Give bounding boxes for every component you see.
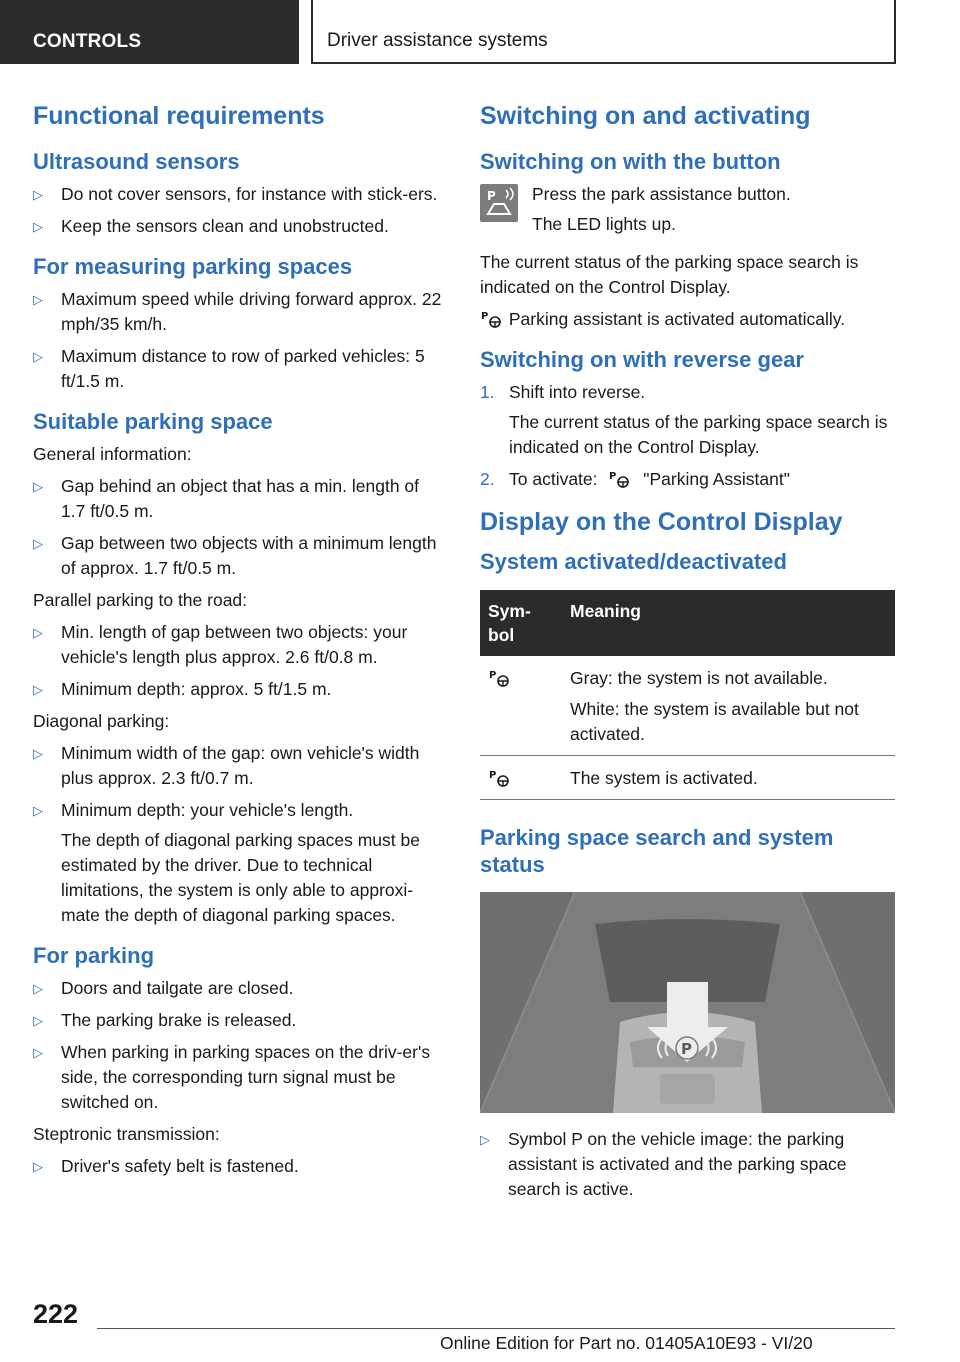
parallel-list [33, 620, 447, 702]
triangle-bullet-icon: ▷ [33, 1045, 43, 1060]
list-item: ▷ Keep the sensors clean and unobstructed. [33, 214, 447, 239]
list-item: ▷ Min. length of gap between two objects: your vehicle's length plus approx. 2.6 ft/0.8 m. [33, 622, 408, 667]
svg-text:P: P [609, 471, 617, 482]
triangle-bullet-icon: ▷ [33, 349, 43, 364]
button-heading: Switching on with the button [480, 149, 781, 174]
parallel-label: Parallel parking to the road: [33, 590, 248, 610]
triangle-bullet-icon: ▷ [33, 746, 43, 761]
button-led-text: The LED lights up. [532, 214, 676, 234]
list-item: 2. To activate: P "Parking Assistant" [480, 467, 895, 492]
header-chapter-tab [311, 0, 896, 64]
ultrasound-list [33, 182, 447, 239]
ultrasound-heading: Ultrasound sensors [33, 149, 240, 174]
reverse-steps [480, 380, 895, 492]
measuring-list [33, 287, 447, 394]
triangle-bullet-icon: ▷ [33, 625, 43, 640]
for-parking-heading: For parking [33, 943, 155, 968]
reverse-heading: Switching on with reverse gear [480, 347, 804, 372]
svg-text:P: P [487, 189, 496, 203]
triangle-bullet-icon: ▷ [33, 536, 43, 551]
search-list [480, 1127, 895, 1202]
svg-text:P: P [681, 1040, 692, 1058]
list-item: ▷ When parking in parking spaces on the driv‐er's side, the corresponding turn signal must be switched on. [33, 1042, 431, 1112]
parking-assistant-icon [480, 309, 504, 329]
header-section-tab [0, 0, 299, 64]
col-meaning: Meaning [562, 590, 895, 656]
svg-text:P: P [489, 770, 497, 781]
triangle-bullet-icon: ▷ [33, 1159, 43, 1174]
general-list [33, 474, 447, 581]
footer-edition: Online Edition for Part no. 01405A10E93 - VI/20 [440, 1333, 813, 1353]
header-section-label: CONTROLS [33, 31, 142, 52]
left-column [33, 100, 447, 1186]
parking-assistant-active-icon [488, 768, 512, 788]
parking-search-image [480, 892, 895, 1113]
steptronic-label: Steptronic transmission: [33, 1124, 220, 1144]
step-number: 1. [480, 382, 495, 402]
triangle-bullet-icon: ▷ [33, 292, 43, 307]
parking-assistant-icon [488, 668, 512, 688]
list-item: ▷ Doors and tailgate are closed. [33, 976, 447, 1001]
list-item: ▷ Maximum distance to row of parked vehicles: 5 ft/1.5 m. [33, 346, 425, 391]
footer-divider [97, 1328, 895, 1329]
list-item: ▷ Gap behind an object that has a min. length of 1.7 ft/0.5 m. [33, 476, 420, 521]
header-chapter-label: Driver assistance systems [327, 30, 548, 51]
auto-activate-text: P Parking assistant is activated automatically. [481, 309, 846, 329]
measuring-heading: For measuring parking spaces [33, 254, 353, 279]
search-heading: Parking space search and system status [480, 825, 834, 877]
display-title: Display on the Control Display [480, 508, 843, 536]
switching-on-title: Switching on and activating [480, 102, 811, 130]
list-item: ▷ The parking brake is released. [33, 1008, 447, 1033]
right-column [480, 100, 895, 1209]
activated-heading: System activated/deactivated [480, 549, 787, 574]
triangle-bullet-icon: ▷ [480, 1132, 490, 1147]
diagonal-label: Diagonal parking: [33, 711, 170, 731]
functional-requirements-title: Functional requirements [33, 102, 325, 130]
table-row: P The system is activated. [480, 756, 895, 800]
triangle-bullet-icon: ▷ [33, 803, 43, 818]
triangle-bullet-icon: ▷ [33, 219, 43, 234]
svg-text:P: P [481, 311, 489, 322]
steptronic-list [33, 1154, 447, 1179]
list-item: ▷ Symbol P on the vehicle image: the parking assistant is activated and the parking space search is active. [480, 1129, 847, 1199]
triangle-bullet-icon: ▷ [33, 981, 43, 996]
status-text: The current status of the parking space search is indicated on the Control Display. [480, 252, 859, 297]
list-item: ▷ Minimum depth: your vehicle's length. The depth of diagonal parking spaces must be estimated by the driver. Due to technical limitations, the system is only able to approxi‐mate the depth of diagonal parking spaces. [33, 798, 447, 928]
triangle-bullet-icon: ▷ [33, 682, 43, 697]
diagonal-list [33, 741, 447, 928]
table-header [480, 590, 895, 656]
list-item: ▷ Maximum speed while driving forward approx. 22 mph/35 km/h. [33, 289, 442, 334]
list-item: ▷ Do not cover sensors, for instance with stick‐ers. [33, 182, 447, 207]
button-press-text: Press the park assistance button. [532, 184, 791, 204]
list-item: ▷ Minimum depth: approx. 5 ft/1.5 m. [33, 677, 447, 702]
park-assist-button-icon [480, 184, 518, 222]
triangle-bullet-icon: ▷ [33, 187, 43, 202]
diagonal-note: The depth of diagonal parking spaces must be estimated by the driver. Due to technical limitations, the system is only able to approxi‐mate the depth of diagonal parking spaces. [61, 830, 420, 925]
step-number: 2. [480, 469, 495, 489]
parking-assistant-icon [608, 469, 632, 489]
triangle-bullet-icon: ▷ [33, 479, 43, 494]
page-number: 222 [33, 1299, 79, 1329]
list-item: ▷ Gap between two objects with a minimum length of approx. 1.7 ft/0.5 m. [33, 533, 437, 578]
button-instruction [480, 182, 895, 246]
parking-display-illustration [480, 892, 895, 1113]
list-item: 1. Shift into reverse. The current status of the parking space search is indicated on the Control Display. [480, 382, 888, 457]
for-parking-list [33, 976, 447, 1115]
list-item: ▷ Driver's safety belt is fastened. [33, 1154, 447, 1179]
list-item: ▷ Minimum width of the gap: own vehicle's width plus approx. 2.3 ft/0.7 m. [33, 743, 420, 788]
suitable-heading: Suitable parking space [33, 409, 273, 434]
table-row: P Gray: the system is not available. White: the system is available but not activated. [480, 656, 895, 756]
col-symbol: Sym‐bol [480, 590, 562, 656]
triangle-bullet-icon: ▷ [33, 1013, 43, 1028]
symbol-table [480, 590, 895, 800]
svg-text:P: P [489, 670, 497, 681]
general-label: General information: [33, 444, 192, 464]
